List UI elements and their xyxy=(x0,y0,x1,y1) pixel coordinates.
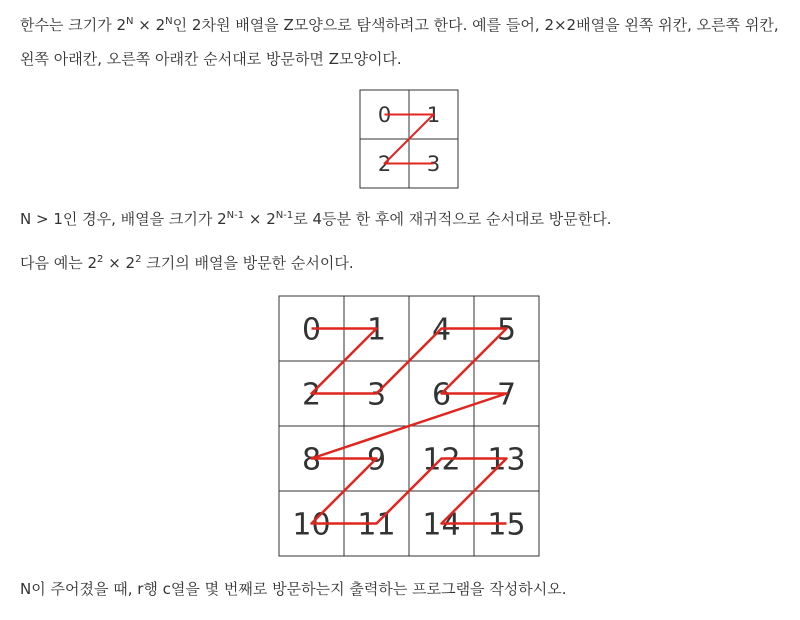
large-cell-label: 14 xyxy=(422,507,461,543)
large-cell-label: 2 xyxy=(301,377,322,413)
large-cell-label: 5 xyxy=(496,312,517,348)
large-cell-label: 0 xyxy=(301,312,322,348)
large-cell-label: 15 xyxy=(487,507,526,543)
example-text-a: 다음 예는 2 xyxy=(20,254,98,272)
large-cell-label: 1 xyxy=(366,312,387,348)
example-text-b: × 2 xyxy=(103,254,136,272)
small-cell-label: 0 xyxy=(377,103,392,128)
small-grid xyxy=(360,90,458,188)
task-line: N이 주어졌을 때, r행 c열을 몇 번째로 방문하는지 출력하는 프로그램을 작성하시오. xyxy=(20,580,567,598)
large-grid xyxy=(279,296,539,556)
recursion-line xyxy=(20,202,790,236)
intro-sup-2: N xyxy=(165,16,173,27)
large-cell-label: 8 xyxy=(301,442,322,478)
large-cell-label: 9 xyxy=(366,442,387,478)
recursion-text-b: × 2 xyxy=(244,210,276,228)
large-cell-label: 11 xyxy=(357,507,396,543)
large-cell-label: 10 xyxy=(292,507,331,543)
small-cell-label: 1 xyxy=(426,103,441,128)
example-line xyxy=(20,246,790,280)
example-sup-2: 2 xyxy=(135,254,142,265)
recursion-sup-2: N-1 xyxy=(275,210,294,221)
small-cell-label: 3 xyxy=(426,152,441,177)
large-cell-label: 12 xyxy=(422,442,461,478)
recursion-sup-1: N-1 xyxy=(226,210,245,221)
intro-text-a: 한수는 크기가 2 xyxy=(20,16,127,34)
recursion-text-c: 로 4등분 한 후에 재귀적으로 순서대로 방문한다. xyxy=(293,210,612,228)
intro-line-2: 왼쪽 아래칸, 오른쪽 아래칸 순서대로 방문하면 Z모양이다. xyxy=(20,50,402,68)
example-sup-1: 2 xyxy=(97,254,104,265)
example-text-c: 크기의 배열을 방문한 순서이다. xyxy=(141,254,354,272)
large-cell-label: 6 xyxy=(431,377,452,413)
intro-text-b: × 2 xyxy=(133,16,166,34)
large-cell-label: 13 xyxy=(487,442,526,478)
large-cell-label: 4 xyxy=(431,312,452,348)
intro-sup-1: N xyxy=(126,16,134,27)
large-cell-label: 3 xyxy=(366,377,387,413)
large-cell-label: 7 xyxy=(496,377,517,413)
intro-text-c: 인 2차원 배열을 Z모양으로 탐색하려고 한다. 예를 들어, 2×2배열을 왼쪽 위칸, 오른쪽 위칸, xyxy=(172,16,779,34)
recursion-text-a: N > 1인 경우, 배열을 크기가 2 xyxy=(20,210,227,228)
small-cell-label: 2 xyxy=(377,152,392,177)
